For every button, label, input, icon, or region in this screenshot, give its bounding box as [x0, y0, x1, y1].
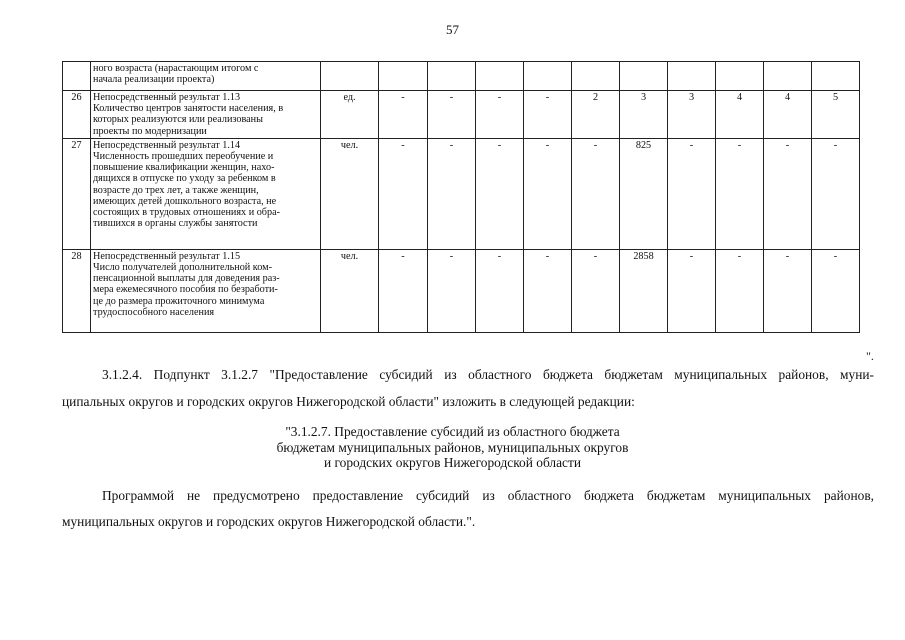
- value-cell: 825: [620, 138, 668, 249]
- value-cell: [476, 62, 524, 91]
- description-line: которых реализуются или реализованы: [93, 114, 263, 126]
- description-line: тившихся в органы службы занятости: [93, 218, 258, 230]
- value-cell: -: [428, 138, 476, 249]
- table-row: [63, 138, 860, 249]
- value-cell: -: [572, 249, 620, 332]
- value-cell: -: [524, 249, 572, 332]
- value-cell: 5: [812, 91, 860, 139]
- value-cell: [812, 62, 860, 91]
- description-line: Количество центров занятости населения, в: [93, 103, 284, 115]
- value-cell: -: [379, 91, 428, 139]
- value-cell: 4: [716, 91, 764, 139]
- value-cell: -: [524, 91, 572, 139]
- value-cell: 3: [620, 91, 668, 139]
- row-number-cell: [63, 62, 91, 91]
- value-cell: -: [428, 249, 476, 332]
- unit-cell: чел.: [321, 138, 379, 249]
- results-table: [62, 61, 860, 333]
- description-line: трудоспособного населения: [93, 306, 215, 318]
- description-line: мера ежемесячного пособия по безработи-: [93, 284, 278, 296]
- value-cell: -: [812, 249, 860, 332]
- description-line: проекты по модернизации: [93, 125, 207, 137]
- description-line: ного возраста (нарастающим итогом с: [93, 63, 259, 74]
- value-cell: -: [476, 249, 524, 332]
- table-row: [63, 249, 860, 332]
- value-cell: -: [379, 138, 428, 249]
- description-line: имеющих детей дошкольного возраста, не: [93, 195, 277, 207]
- value-cell: -: [716, 249, 764, 332]
- description-cell: [91, 91, 321, 139]
- description-line: Непосредственный результат 1.15: [93, 250, 241, 262]
- value-cell: -: [572, 138, 620, 249]
- closing-quote: ".: [866, 349, 874, 363]
- description-line: возрасте до трех лет, а также женщин,: [93, 184, 259, 196]
- description-line: пенсационной выплаты для доведения раз-: [93, 273, 280, 285]
- table-row: [63, 62, 860, 91]
- row-number-cell: 26: [63, 91, 91, 139]
- value-cell: [428, 62, 476, 91]
- table-row: [63, 91, 860, 139]
- value-cell: 3: [668, 91, 716, 139]
- value-cell: -: [476, 91, 524, 139]
- value-cell: [716, 62, 764, 91]
- description-line: Численность прошедших переобучение и: [93, 151, 274, 163]
- row-number-cell: 28: [63, 249, 91, 332]
- page-number: 57: [446, 22, 459, 37]
- description-line: повышение квалификации женщин, нахо-: [93, 162, 275, 174]
- value-cell: [572, 62, 620, 91]
- value-cell: [764, 62, 812, 91]
- description-line: Число получателей дополнительной ком-: [93, 262, 272, 274]
- description-line: состоящих в трудовых отношениях и обра-: [93, 207, 280, 219]
- description-line: начала реализации проекта): [93, 74, 215, 86]
- heading-line-2: бюджетам муниципальных районов, муниципальных округов: [276, 439, 629, 455]
- description-line: дящихся в отпуске по уходу за ребенком в: [93, 173, 276, 185]
- description-cell: [91, 249, 321, 332]
- value-cell: -: [764, 138, 812, 249]
- value-cell: 2: [572, 91, 620, 139]
- description-cell: [91, 62, 321, 91]
- description-line: Непосредственный результат 1.14: [93, 139, 241, 151]
- value-cell: -: [476, 138, 524, 249]
- value-cell: [379, 62, 428, 91]
- paragraph-1-line-1: 3.1.2.4. Подпункт 3.1.2.7 "Предоставление субсидий из областного бюджета бюджетам муниципальных районов, муни-: [102, 367, 874, 382]
- value-cell: -: [379, 249, 428, 332]
- value-cell: -: [668, 138, 716, 249]
- value-cell: -: [764, 249, 812, 332]
- value-cell: [668, 62, 716, 91]
- row-number-cell: 27: [63, 138, 91, 249]
- value-cell: -: [668, 249, 716, 332]
- unit-cell: [321, 62, 379, 91]
- value-cell: 2858: [620, 249, 668, 332]
- value-cell: -: [812, 138, 860, 249]
- description-line: Непосредственный результат 1.13: [93, 92, 241, 103]
- heading-line-3: и городских округов Нижегородской области: [323, 455, 582, 470]
- unit-cell: ед.: [321, 91, 379, 139]
- paragraph-2-line-2: муниципальных округов и городских округов Нижегородской области.".: [62, 514, 476, 529]
- paragraph-1-line-2: ципальных округов и городских округов Нижегородской области" изложить в следующей редакции:: [62, 394, 635, 409]
- table-body: [63, 62, 860, 333]
- paragraph-2-line-1: Программой не предусмотрено предоставление субсидий из областного бюджета бюджетам муниципальных районов,: [102, 488, 874, 503]
- heading-line-1: "3.1.2.7. Предоставление субсидий из областного бюджета: [285, 424, 620, 439]
- section-heading: [0, 424, 905, 471]
- value-cell: -: [428, 91, 476, 139]
- value-cell: -: [716, 138, 764, 249]
- description-line: це до размера прожиточного минимума: [93, 295, 265, 307]
- value-cell: -: [524, 138, 572, 249]
- value-cell: [620, 62, 668, 91]
- description-cell: [91, 138, 321, 249]
- value-cell: [524, 62, 572, 91]
- value-cell: 4: [764, 91, 812, 139]
- unit-cell: чел.: [321, 249, 379, 332]
